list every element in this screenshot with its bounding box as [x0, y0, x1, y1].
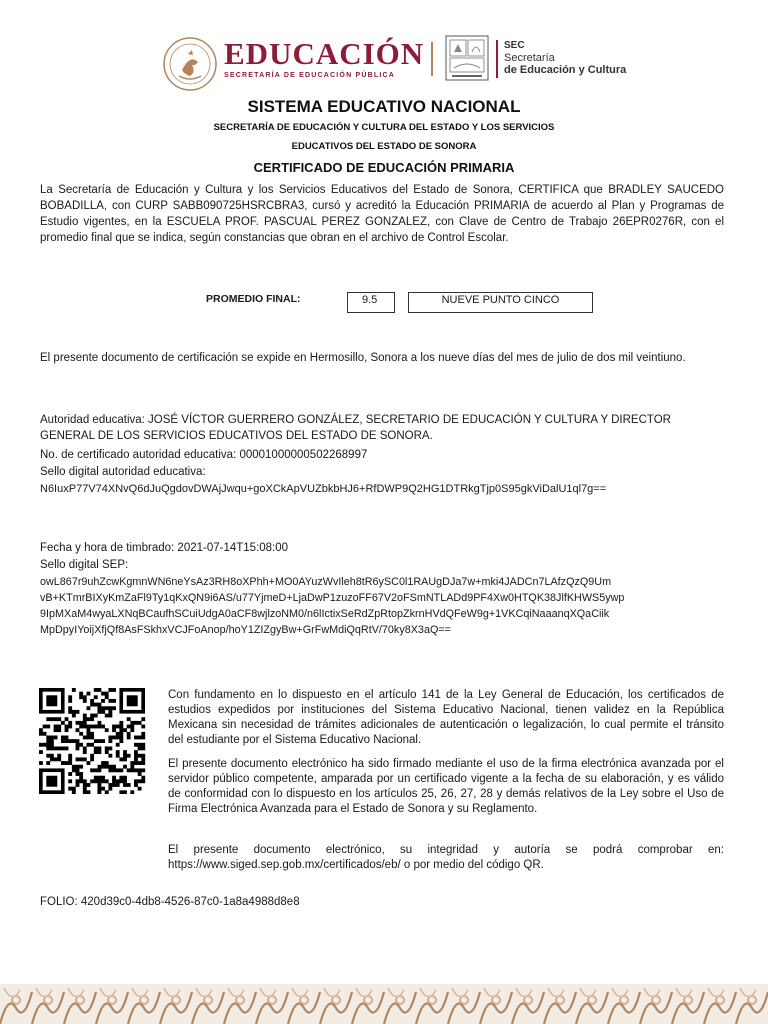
certificate-number: No. de certificado autoridad educativa: 00001000000502268997	[40, 449, 368, 461]
certificate-title: CERTIFICADO DE EDUCACIÓN PRIMARIA	[253, 160, 515, 175]
brand-title: EDUCACIÓN	[224, 36, 425, 71]
sep-seal-line: owL867r9uhZcwKgmnWN6neYsAz3RH8oXPhh+MO0AYuzWvIleh8tR6ySC0l1RAUgDJa7w+mki4JADCn7LAfzQzQ9Um	[40, 576, 612, 588]
subtitle-line1: SECRETARÍA DE EDUCACIÓN Y CULTURA DEL ESTADO Y LOS SERVICIOS	[213, 122, 555, 133]
sec-divider	[496, 40, 498, 78]
legal-paragraph-2: El presente documento electrónico ha sido firmado mediante el uso de la firma electrónica avanzada por el servidor público competente, amparada por un certificado vigente a la fecha de su elaboración, y es válido de conformidad con lo dispuesto en los artículos 25, 26, 27, 28 y demás relativos de la Ley sobre el Uso de Firma Electrónica Avanzada para el Estado de Sonora y su Reglamento.	[168, 758, 724, 815]
sec-line2: de Educación y Cultura	[504, 64, 627, 76]
document-header	[0, 34, 768, 90]
sec-line1: Secretaría	[504, 52, 555, 64]
sec-abbr: SEC	[504, 40, 525, 51]
brand-subtitle: SECRETARÍA DE EDUCACIÓN PÚBLICA	[224, 72, 395, 79]
page-title: SISTEMA EDUCATIVO NACIONAL	[247, 97, 521, 116]
legal-paragraph-3: El presente documento electrónico, su integridad y autoría se podrá comprobar en: https://www.siged.sep.gob.mx/certificados/eb/ o por medio del código QR.	[168, 844, 724, 871]
sep-seal-label: Sello digital SEP:	[40, 559, 129, 571]
folio: FOLIO: 420d39c0-4db8-4526-87c0-1a8a4988d8e8	[40, 896, 300, 908]
sep-seal-line: 9IpMXaM4wyaLXNqBCaufhSCuiUdgA0aCF8wjlzoNM0/n6lIctixSeRdZpRtopZkrnHVdQFeW9g+1VKCqiNaaanqXQaCiik	[40, 608, 610, 620]
promedio-value: 9.5	[347, 292, 395, 313]
authority-line: Autoridad educativa: JOSÉ VÍCTOR GUERRERO GONZÁLEZ, SECRETARIO DE EDUCACIÓN Y CULTURA Y DIRECTOR GENERAL DE LOS SERVICIOS EDUCATIVOS DEL ESTADO DE SONORA.	[40, 414, 671, 442]
promedio-text: NUEVE PUNTO CINCO	[408, 292, 593, 313]
sep-seal-line: MpDpyIYoijXfjQf8AsFSkhxVCJFoAnop/hoY1ZIZgyBw+GrFwMdiQqRtV/70ky8X3aQ==	[40, 624, 451, 636]
brand-block	[224, 38, 424, 79]
timbrado-date: Fecha y hora de timbrado: 2021-07-14T15:08:00	[40, 542, 289, 554]
title-block	[0, 96, 768, 178]
legal-paragraph-1: Con fundamento en lo dispuesto en el artículo 141 de la Ley General de Educación, los certificados de estudios expedidos por instituciones del Sistema Educativo Nacional, tienen validez en la República Mexicana sin necesidad de trámites adicionales de autenticación o legalización, lo cual permite el tránsito del estudiante por el Sistema Educativo Nacional.	[168, 689, 724, 746]
promedio-label: PROMEDIO FINAL:	[206, 293, 301, 305]
header-divider	[431, 42, 433, 76]
qr-code-icon[interactable]	[36, 688, 148, 794]
issue-paragraph: El presente documento de certificación se expide en Hermosillo, Sonora a los nueve días del mes de julio de dos mil veintiuno.	[40, 352, 686, 364]
authority-seal-value: N6IuxP77V74XNvQ6dJuQgdovDWAjJwqu+goXCkApVUZbkbHJ6+RfDWP9Q2HG1DTRkgTjp0S95gkViDalU1ql7g==	[40, 483, 607, 495]
authority-seal-label: Sello digital autoridad educativa:	[40, 466, 206, 478]
sep-seal-line: vB+KTmrBIXyKmZaFl9Ty1qKxQN9i6AS/u77YjmeD+LjaDwP1zuzoFF67V2oFSmNTLADd9PF4Xw0HTQK38JlfKHWS5ywp	[40, 592, 625, 604]
intro-paragraph: La Secretaría de Educación y Cultura y los Servicios Educativos del Estado de Sonora, CERTIFICA que BRADLEY SAUCEDO BOBADILLA, con CURP SABB090725HSRCBRA3, cursó y acreditó la Educación PRIMARIA de acuerdo al Plan y Programas de Estudio vigentes, en la ESCUELA PROF. PASCUAL PEREZ GONZALEZ, con Clave de Centro de Trabajo 26EPR0276R, con el promedio final que se indica, según constancias que obran en el archivo de Control Escolar.	[40, 184, 724, 244]
mexico-coat-of-arms-icon	[162, 36, 218, 92]
sep-seal-value	[40, 574, 724, 638]
sonora-shield-icon	[444, 34, 490, 82]
sec-logo-text	[504, 40, 626, 76]
decorative-footer-pattern	[0, 984, 768, 1024]
subtitle-line2: EDUCATIVOS DEL ESTADO DE SONORA	[291, 141, 477, 152]
